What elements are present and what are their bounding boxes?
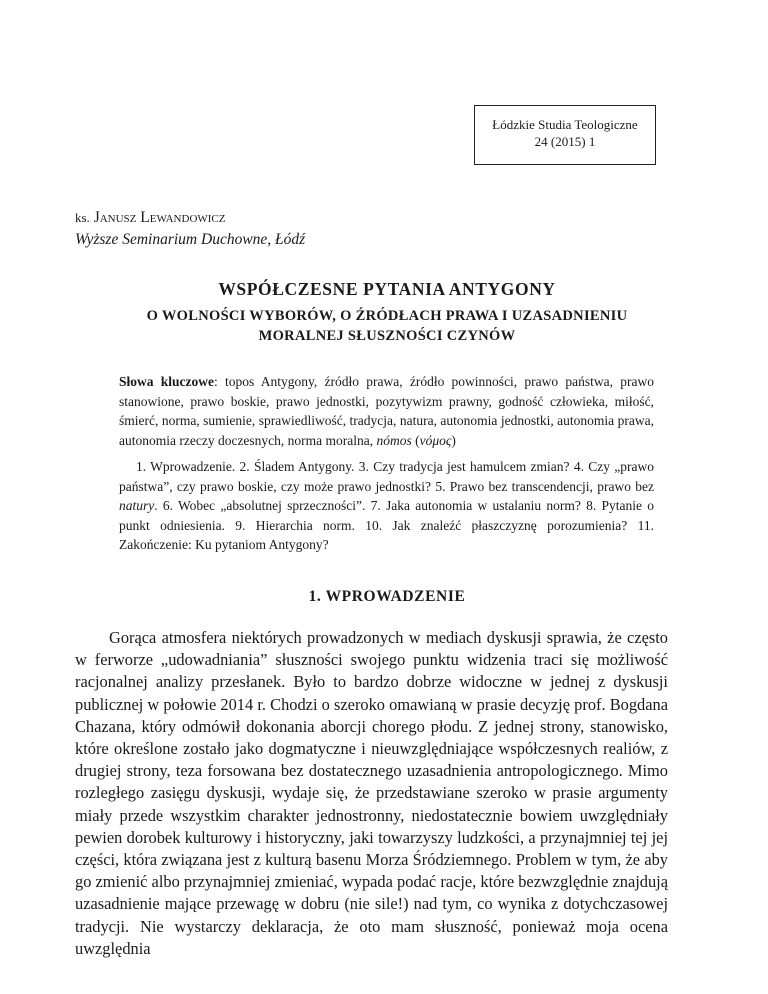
author-affiliation: Wyższe Seminarium Duchowne, Łódź (75, 231, 306, 248)
author-line (75, 207, 226, 229)
contents-natury: natury (119, 498, 155, 513)
section-heading: 1. WPROWADZENIE (308, 588, 466, 605)
journal-name: Łódzkie Studia Teologiczne (492, 117, 638, 132)
keywords-text: : topos Antygony, źródło prawa, źródło powinności, prawo państwa, prawo stanowione, prawo boskie, prawo jednostki, pozytywizm prawny, godność człowieka, miłość, śmierć, norma, sumienie, sprawiedliwość, tradycja, natura, autonomia jednostki, autonomia prawa, autonomia rzeczy doczesnych, norma moralna, (119, 374, 655, 448)
article-subtitle (75, 306, 699, 346)
contents-part-2: . 6. Wobec „absolutnej sprzeczności”. 7. Jaka autonomia w ustalaniu norm? 8. Pytanie o punkt odniesienia. 9. Hierarchia norm. 10. Jak znaleźć płaszczyznę porozumienia? 11. Zakończenie: Ku pytaniom Antygony? (119, 498, 654, 552)
keyword-nomos: nómos (376, 432, 412, 448)
journal-issue: 24 (2015) 1 (534, 134, 596, 149)
author-prefix: ks. (75, 210, 90, 225)
body-paragraph: Gorąca atmosfera niektórych prowadzonych w mediach dyskusji sprawia, że często w ferworze „udowadniania” słuszności swojego punktu widzenia traci się możliwość racjonalnej analizy przesłanek. Było to bardzo dobrze widoczne w jednej z dyskusji publicznej w połowie 2014 r. Chodzi o szeroko omawianą w prasie decyzję prof. Bogdana Chazana, który odmówił dokonania aborcji chorego płodu. Z jednej strony, stanowisko, które określone zostało jako dogmatyczne i nieuwzględniające współczesnych realiów, z drugiej strony, teza forsowana bez dostatecznego uzasadnienia antropologicznego. Mimo rozległego zasięgu dyskusji, wydaje się, że przedstawiane szeroko w prasie argumenty miały przede wszystkim charakter jednostronny, niedostatecznie bowiem uwzględniały pewien dorobek kulturowy i historyczny, jaki towarzyszy ludzkości, a przynajmniej tej jej części, która związana jest z kulturą basenu Morza Śródziemnego. Problem w tym, że aby go zmienić albo przynajmniej zmieniać, wypada podać racje, które bezwzględnie znajdują uzasadnienie mające przewagę w dobru (nie sile!) nad tym, co wynika z dotychczasowej tradycji. Nie wystarczy deklaracja, że oto mam słuszność, ponieważ moja ocena uwzględnia (75, 628, 668, 958)
journal-info-box (474, 105, 656, 165)
author-name: Janusz Lewandowicz (93, 209, 226, 226)
contents-part-1: 1. Wprowadzenie. 2. Śladem Antygony. 3. Czy tradycja jest hamulcem zmian? 4. Czy „prawo państwa”, czy prawo boskie, czy może prawo jednostki? 5. Prawo bez transcendencji, prawo bez (119, 459, 654, 494)
subtitle-line-1: O WOLNOŚCI WYBORÓW, O ŹRÓDŁACH PRAWA I UZASADNIENIU (146, 308, 628, 324)
subtitle-line-2: MORALNEJ SŁUSZNOŚCI CZYNÓW (258, 328, 516, 344)
table-of-contents (119, 457, 654, 555)
keyword-nomos-greek: νόμος (419, 432, 452, 448)
keywords-label: Słowa kluczowe (119, 374, 214, 389)
article-title: WSPÓŁCZESNE PYTANIA ANTYGONY (218, 279, 556, 299)
keywords-block: Słowa kluczowe: topos Antygony, źródło prawa, źródło powinności, prawo państwa, prawo stanowione, prawo boskie, prawo jednostki, pozytywizm prawny, godność człowieka, miłość, śmierć, norma, sumienie, sprawiedliwość, tradycja, natura, autonomia jednostki, autonomia prawa, autonomia rzeczy doczesnych, norma moralna, nómos (νόμος) (119, 374, 655, 448)
